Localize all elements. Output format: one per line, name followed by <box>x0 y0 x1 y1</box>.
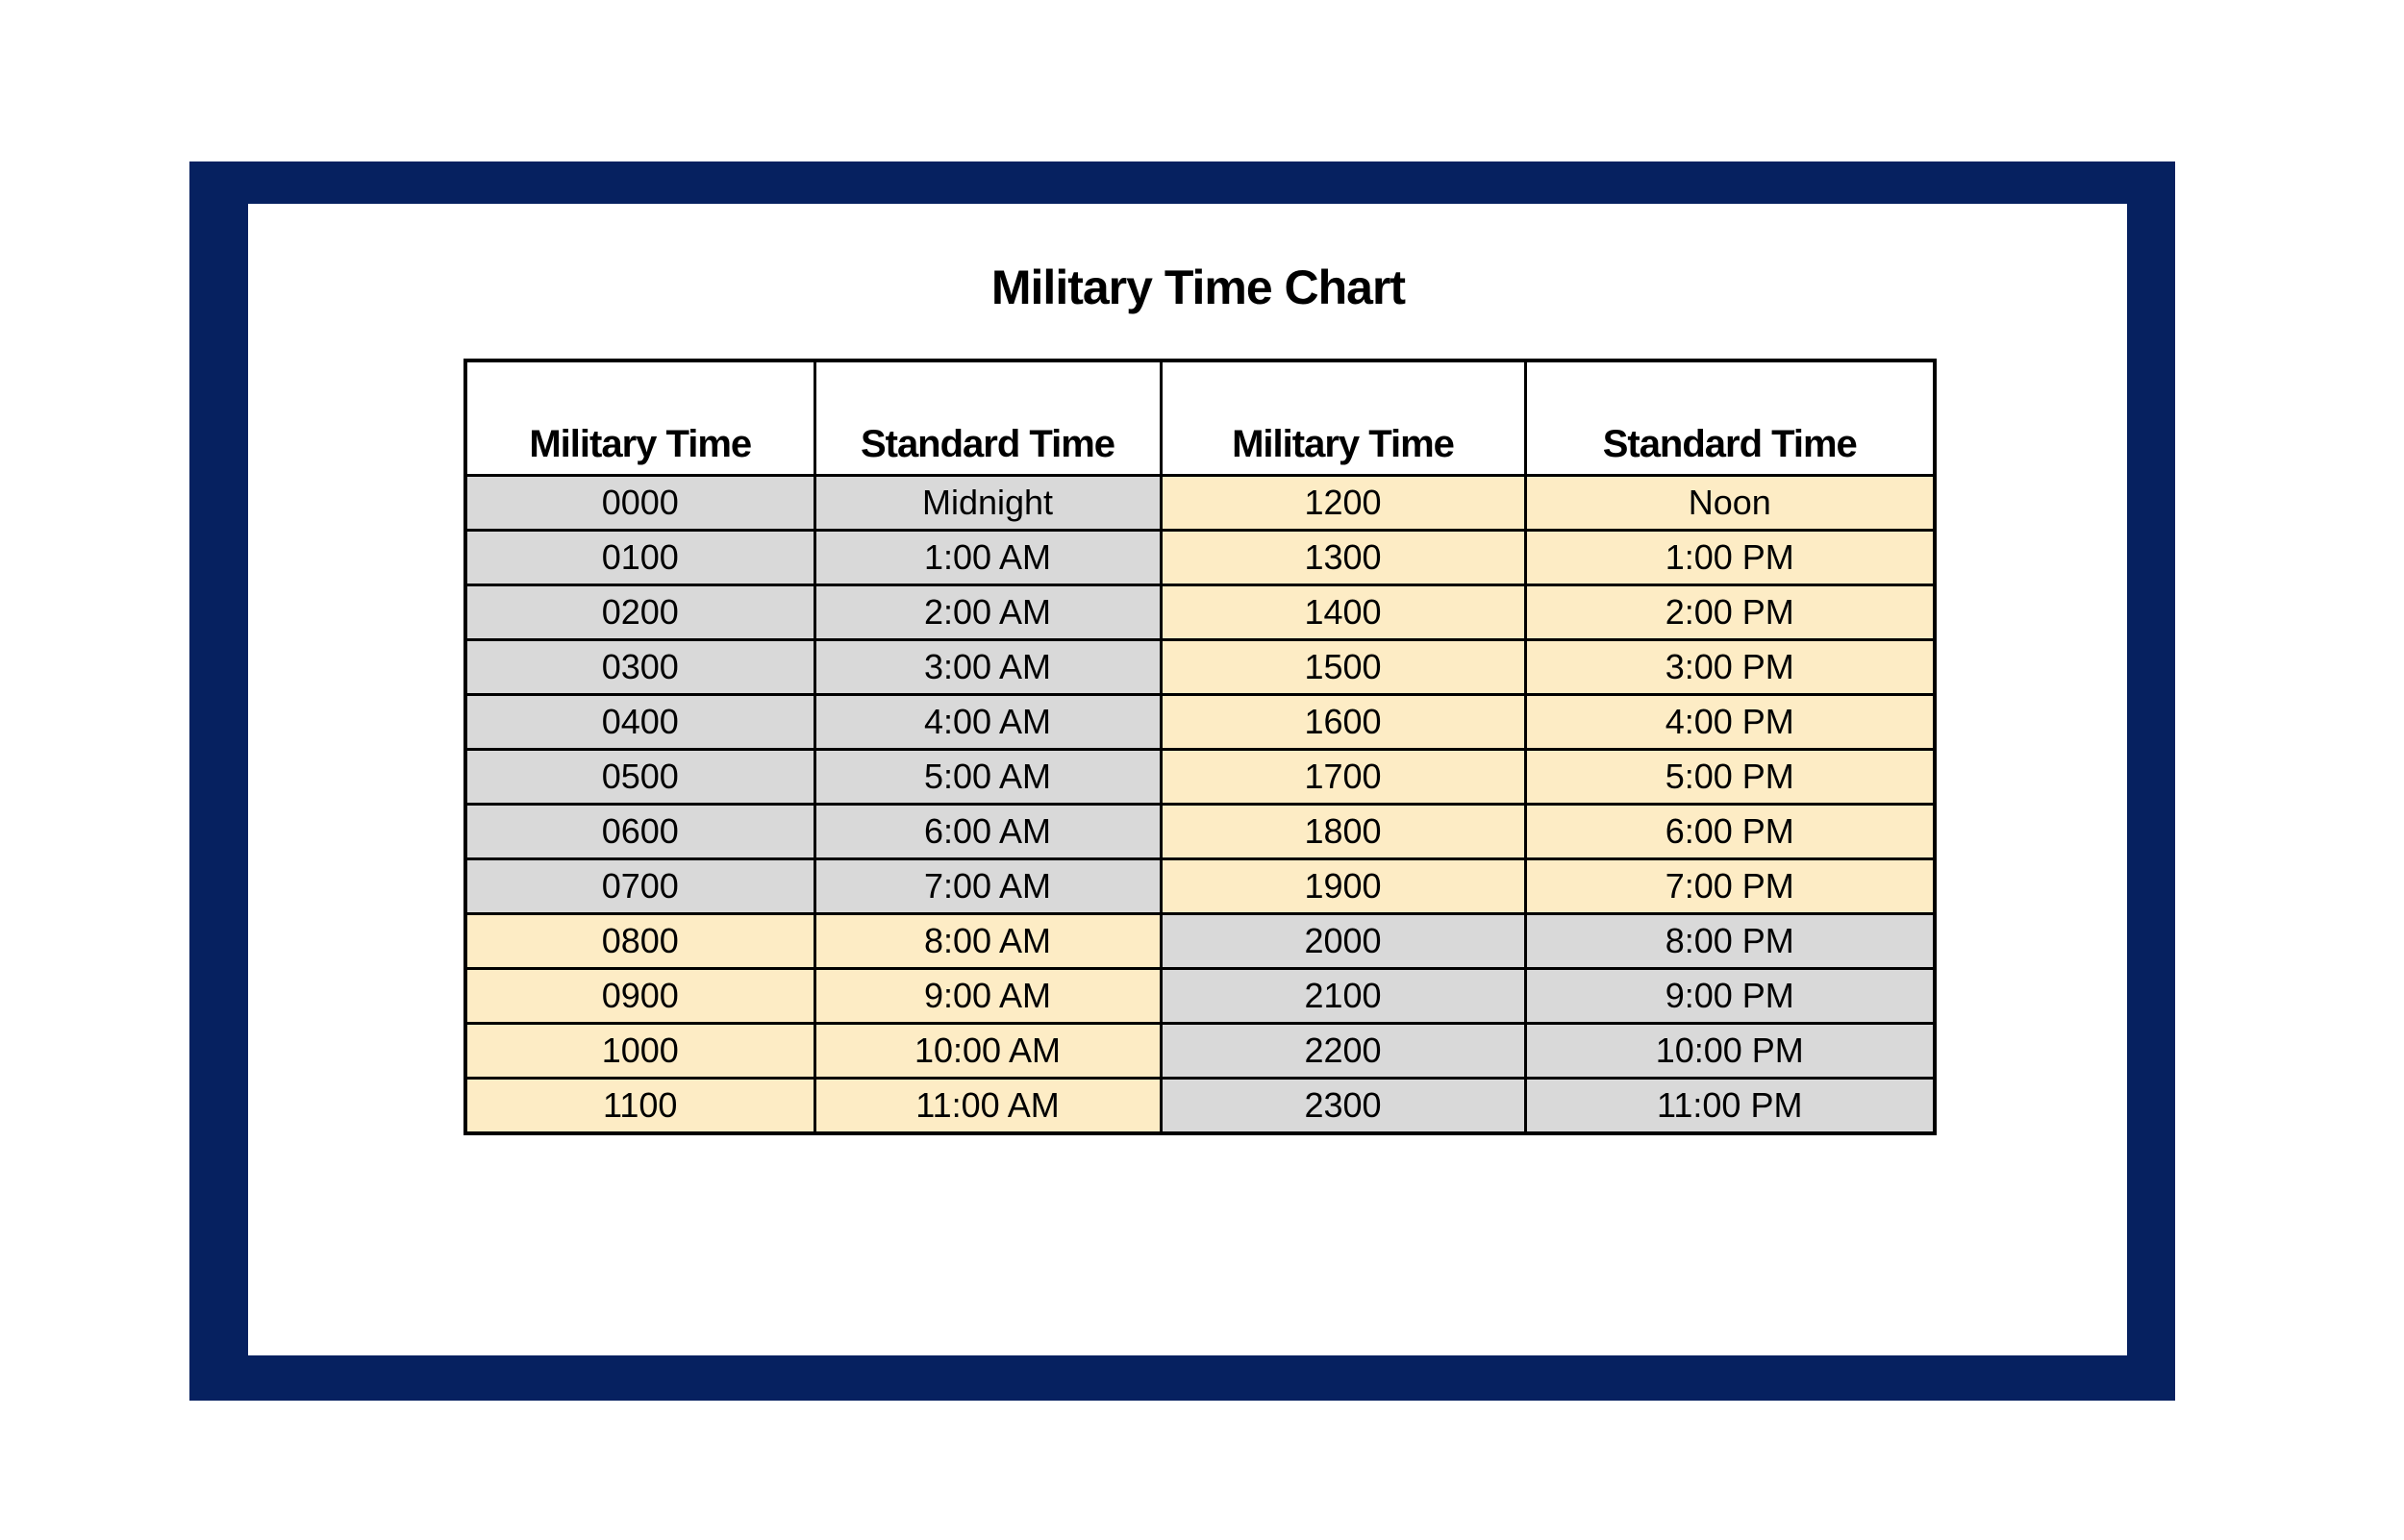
military-time-cell: 1500 <box>1161 640 1525 695</box>
standard-time-cell: 3:00 PM <box>1525 640 1935 695</box>
standard-time-cell: 2:00 PM <box>1525 585 1935 640</box>
table-row <box>465 476 1935 531</box>
table-row <box>465 640 1935 695</box>
standard-time-cell: Noon <box>1525 476 1935 531</box>
military-time-cell: 0700 <box>465 859 814 914</box>
standard-time-cell: 7:00 PM <box>1525 859 1935 914</box>
military-time-cell: 1700 <box>1161 750 1525 805</box>
table-row <box>465 585 1935 640</box>
standard-time-cell: Midnight <box>814 476 1161 531</box>
standard-time-cell: 9:00 PM <box>1525 969 1935 1024</box>
standard-time-cell: 1:00 AM <box>814 531 1161 585</box>
military-time-cell: 2100 <box>1161 969 1525 1024</box>
standard-time-cell: 3:00 AM <box>814 640 1161 695</box>
military-time-cell: 1600 <box>1161 695 1525 750</box>
table-row <box>465 1079 1935 1134</box>
table-row <box>465 805 1935 859</box>
standard-time-cell: 9:00 AM <box>814 969 1161 1024</box>
column-header-military-time-2: Military Time <box>1161 360 1525 476</box>
standard-time-cell: 6:00 AM <box>814 805 1161 859</box>
table-row <box>465 750 1935 805</box>
standard-time-cell: 7:00 AM <box>814 859 1161 914</box>
military-time-cell: 0100 <box>465 531 814 585</box>
military-time-cell: 0900 <box>465 969 814 1024</box>
military-time-cell: 1400 <box>1161 585 1525 640</box>
table-row <box>465 695 1935 750</box>
military-time-cell: 1200 <box>1161 476 1525 531</box>
military-time-table <box>463 359 1937 1135</box>
table-row <box>465 1024 1935 1079</box>
standard-time-cell: 2:00 AM <box>814 585 1161 640</box>
military-time-cell: 1100 <box>465 1079 814 1134</box>
column-header-military-time-1: Military Time <box>465 360 814 476</box>
table-row <box>465 859 1935 914</box>
standard-time-cell: 5:00 PM <box>1525 750 1935 805</box>
standard-time-cell: 8:00 AM <box>814 914 1161 969</box>
table-row <box>465 531 1935 585</box>
military-time-cell: 1800 <box>1161 805 1525 859</box>
header-row <box>465 360 1935 476</box>
standard-time-cell: 11:00 AM <box>814 1079 1161 1134</box>
standard-time-cell: 5:00 AM <box>814 750 1161 805</box>
military-time-cell: 1000 <box>465 1024 814 1079</box>
column-header-standard-time-2: Standard Time <box>1525 360 1935 476</box>
standard-time-cell: 10:00 PM <box>1525 1024 1935 1079</box>
page-title: Military Time Chart <box>990 261 1406 314</box>
military-time-cell: 0500 <box>465 750 814 805</box>
table-body <box>465 476 1935 1134</box>
military-time-cell: 0200 <box>465 585 814 640</box>
military-time-cell: 2300 <box>1161 1079 1525 1134</box>
military-time-cell: 0400 <box>465 695 814 750</box>
standard-time-cell: 4:00 AM <box>814 695 1161 750</box>
military-time-cell: 1900 <box>1161 859 1525 914</box>
standard-time-cell: 10:00 AM <box>814 1024 1161 1079</box>
military-time-cell: 2000 <box>1161 914 1525 969</box>
military-time-cell: 0600 <box>465 805 814 859</box>
military-time-cell: 1300 <box>1161 531 1525 585</box>
standard-time-cell: 4:00 PM <box>1525 695 1935 750</box>
table-row <box>465 969 1935 1024</box>
military-time-cell: 0800 <box>465 914 814 969</box>
table-row <box>465 914 1935 969</box>
military-time-cell: 0300 <box>465 640 814 695</box>
standard-time-cell: 1:00 PM <box>1525 531 1935 585</box>
table-header <box>465 360 1935 476</box>
column-header-standard-time-1: Standard Time <box>814 360 1161 476</box>
military-time-cell: 2200 <box>1161 1024 1525 1079</box>
military-time-cell: 0000 <box>465 476 814 531</box>
standard-time-cell: 6:00 PM <box>1525 805 1935 859</box>
standard-time-cell: 11:00 PM <box>1525 1079 1935 1134</box>
standard-time-cell: 8:00 PM <box>1525 914 1935 969</box>
